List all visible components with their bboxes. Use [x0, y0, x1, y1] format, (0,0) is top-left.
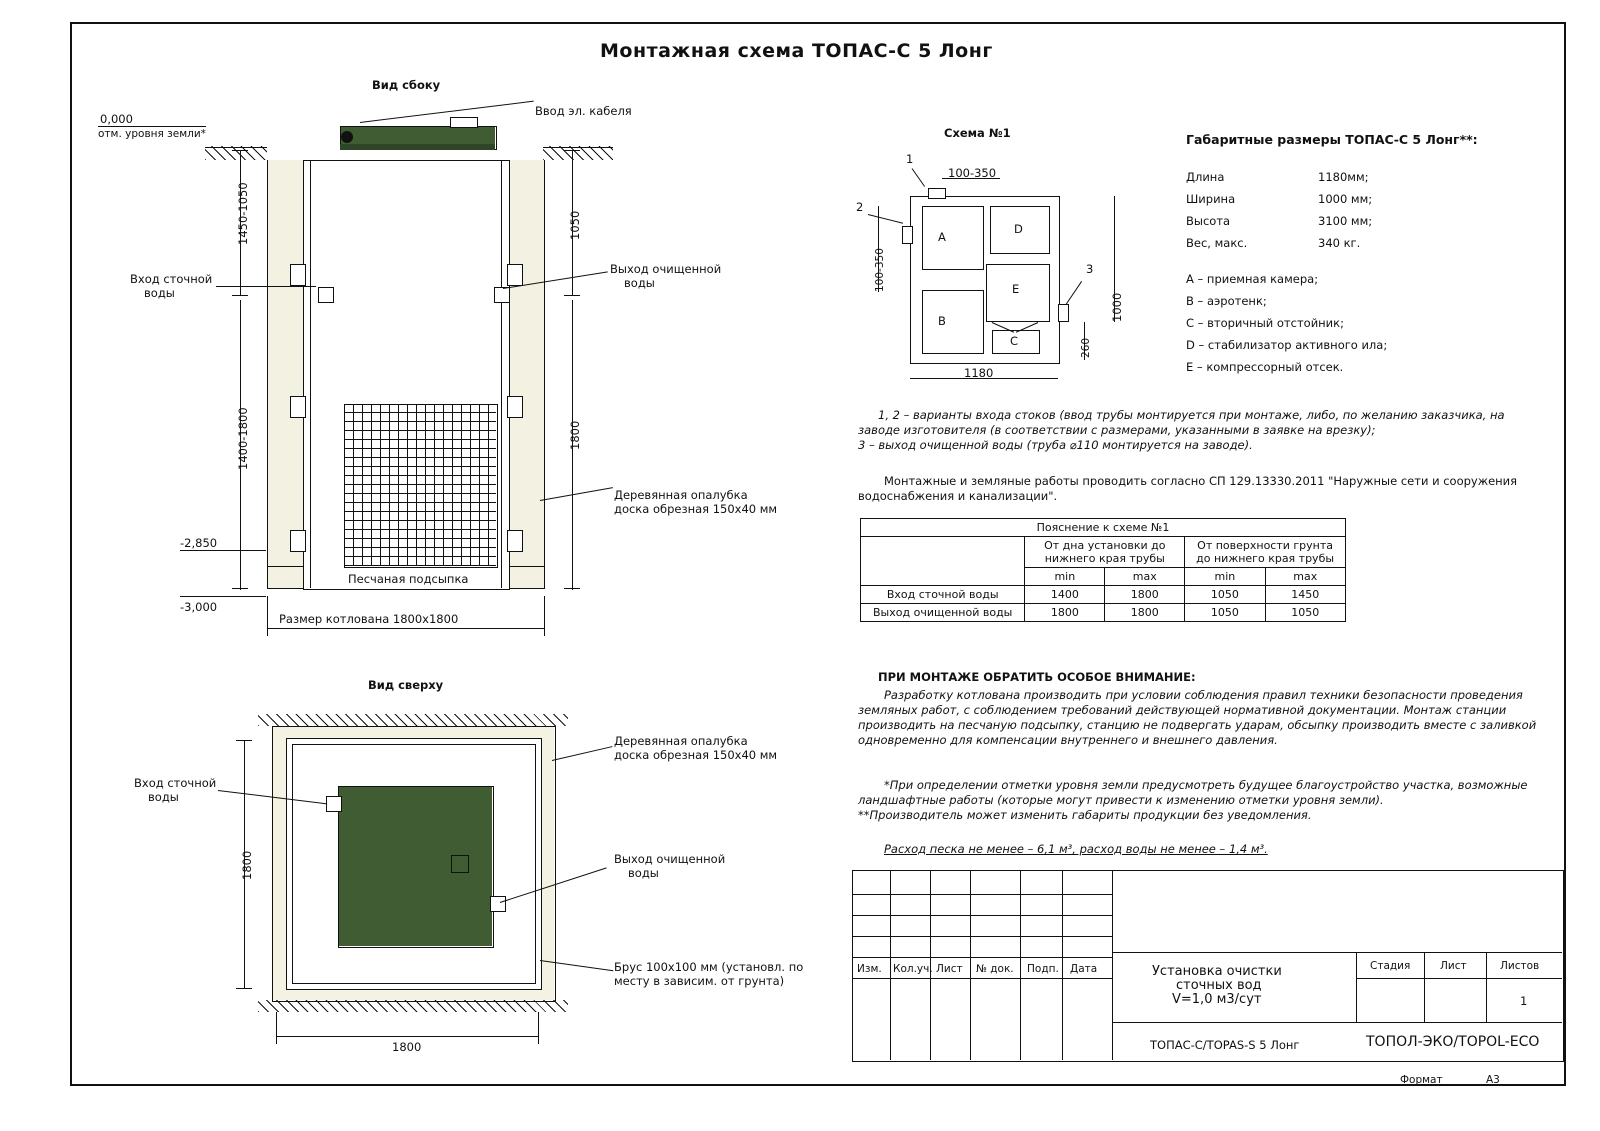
tank-filter-outline: [344, 404, 498, 568]
top-beam-label-2: месту в зависим. от грунта): [614, 974, 785, 988]
table-row-1-label: Выход очищенной воды: [861, 604, 1025, 622]
level-zero-line: [98, 126, 206, 127]
scheme1-cell-a: [922, 206, 984, 270]
pit-soil-left: [267, 160, 303, 580]
table-sub-1: max: [1105, 568, 1185, 586]
dim-row-3-name: Вес, макс.: [1186, 236, 1248, 250]
pit-width-dim-line: [267, 628, 545, 629]
stamp-col-label-1: Кол.уч.: [893, 963, 933, 975]
table-row-0-v3: 1450: [1265, 586, 1345, 604]
top-view-title: Вид сверху: [368, 678, 444, 692]
table-row-1-v0: 1800: [1025, 604, 1105, 622]
top-inlet-label-1: Вход сточной: [134, 776, 217, 790]
scheme1-label-e: E: [1012, 282, 1020, 296]
outlet-label-line1: Выход очищенной: [610, 262, 722, 276]
format-value: A3: [1486, 1074, 1500, 1086]
stamp-rowline-5: [852, 978, 1112, 979]
scheme1-mark-3: 3: [1086, 262, 1094, 276]
table-caption: Пояснение к схеме №1: [861, 519, 1346, 537]
table-group-1-l2: нижнего края трубы: [1044, 552, 1165, 565]
dim-right-tick-3: [564, 588, 580, 589]
top-outlet-stub: [490, 896, 506, 912]
legend-item-e: E – компрессорный отсек.: [1186, 360, 1344, 374]
stamp-col-label-5: Дата: [1070, 963, 1098, 975]
legend-item-b: B – аэротенк;: [1186, 294, 1267, 308]
cable-port: [341, 131, 353, 143]
attention-header: ПРИ МОНТАЖЕ ОБРАТИТЬ ОСОБОЕ ВНИМАНИЕ:: [878, 670, 1196, 684]
dim-row-1-value: 1000 мм;: [1318, 192, 1373, 206]
attention-p2: земляных работ, с соблюдением требований действующей нормативной документации. Монтаж станции: [858, 703, 1507, 717]
top-dim-height: 1800: [240, 850, 254, 880]
top-beam-label-1: Брус 100х100 мм (установл. по: [614, 960, 804, 974]
table-row: [861, 586, 1346, 604]
stamp-rowline-1: [852, 894, 1112, 895]
formwork-label-line1: Деревянная опалубка: [614, 488, 748, 502]
anchor-left-1: [290, 264, 306, 286]
dim-row-3-value: 340 кг.: [1318, 236, 1361, 250]
scheme1-outlet: [1058, 304, 1069, 322]
table-group-1: [1025, 537, 1185, 568]
stamp-main-vline: [1356, 952, 1357, 1022]
table-row-0-v1: 1800: [1105, 586, 1185, 604]
scheme1-mark-2: 2: [856, 200, 864, 214]
pit-size-label: Размер котлована 1800х1800: [279, 612, 459, 626]
lid-hatch-box: [450, 117, 478, 128]
level-3000-line: [180, 596, 266, 597]
top-dim-bottom-line: [276, 1036, 538, 1037]
dim-row-0-value: 1180мм;: [1318, 170, 1369, 184]
table-empty-corner: [861, 537, 1025, 586]
top-inlet-stub: [326, 796, 342, 812]
table-row-0-v0: 1400: [1025, 586, 1105, 604]
tank-inner-left: [310, 160, 311, 588]
stamp-rowline-3: [852, 936, 1112, 937]
dim-right-tick-2: [564, 295, 580, 296]
table-caption-row: [861, 519, 1346, 537]
scheme1-label-d: D: [1014, 222, 1023, 236]
cable-entry-label: Ввод эл. кабеля: [535, 104, 632, 118]
inlet-label-line1: Вход сточной: [130, 272, 213, 286]
table-row-1-v1: 1800: [1105, 604, 1185, 622]
tank-lid-base: [340, 144, 495, 150]
dim-right-tick-1: [564, 150, 580, 151]
attention-p3: производить на песчаную подсыпку, станцию не подвергать ударам, обсыпку производить вместе с заливкой: [858, 718, 1537, 732]
sheets-label: Листов: [1500, 960, 1540, 972]
ground-line-right: [543, 147, 613, 148]
table-sub-2: min: [1185, 568, 1265, 586]
stamp-main-line-2: [1112, 1022, 1562, 1023]
stamp-col-label-4: Подп.: [1027, 963, 1059, 975]
inlet-pipe-stub: [318, 287, 334, 303]
scheme1-mark-1: 1: [906, 152, 914, 166]
table-row-0-label: Вход сточной воды: [861, 586, 1025, 604]
stamp-col-label-3: № док.: [976, 963, 1014, 975]
top-dim-bottom-ext-l: [276, 1012, 277, 1044]
legend-item-a: A – приемная камера;: [1186, 272, 1319, 286]
anchor-left-3: [290, 530, 306, 552]
note-5: водоснабжения и канализации".: [858, 489, 1058, 503]
pit-soil-right: [508, 160, 544, 580]
dim-1450-1050: 1450-1050: [236, 182, 250, 245]
level-zero-note: отм. уровня земли*: [98, 128, 206, 140]
table-sub-0: min: [1025, 568, 1105, 586]
stamp-rowline-4: [852, 957, 1112, 958]
dim-1400-1800: 1400-1800: [236, 407, 250, 470]
attention-p5: *При определении отметки уровня земли предусмотреть будущее благоустройство участка, возможные: [884, 778, 1528, 792]
top-dim-left-tick-2: [236, 988, 252, 989]
attention-p4: одновременно для компенсации внутреннего и внешнего давления.: [858, 733, 1278, 747]
anchor-right-2: [507, 396, 523, 418]
object-line-1: Установка очистки: [1152, 964, 1282, 979]
table-row-1-v2: 1050: [1185, 604, 1265, 622]
dim-1800-depth: 1800: [568, 420, 582, 450]
anchor-left-2: [290, 396, 306, 418]
format-label: Формат: [1400, 1074, 1443, 1086]
stamp-main-line-1: [1112, 952, 1562, 953]
note-1: 1, 2 – варианты входа стоков (ввод трубы монтируется при монтаже, либо, по желанию заказчика, на: [878, 408, 1505, 422]
top-hatch-upper: [258, 714, 568, 726]
table-group-2-l1: От поверхности грунта: [1197, 539, 1334, 552]
scheme1-dim-260: 260: [1080, 337, 1092, 358]
top-lid-hatch: [451, 855, 469, 873]
dim-row-2-name: Высота: [1186, 214, 1231, 228]
stamp-col-5: [1062, 870, 1063, 1060]
note-2: заводе изготовителя (в соответствии с размерами, указанными в заявке на врезку);: [858, 423, 1376, 437]
outlet-label-line2: воды: [624, 276, 655, 290]
table-group-1-l1: От дна установки до: [1044, 539, 1166, 552]
table-group-row: [861, 537, 1346, 568]
dim-row-0-name: Длина: [1186, 170, 1225, 184]
scheme1-cell-b: [922, 290, 984, 354]
scheme1-label-a: A: [938, 230, 946, 244]
attention-p1: Разработку котлована производить при условии соблюдения правил техники безопасности проведения: [884, 688, 1523, 702]
attention-p8: Расход песка не менее – 6,1 м³, расход воды не менее – 1,4 м³.: [884, 842, 1268, 856]
tank-inner-right: [501, 160, 502, 588]
stamp-col-label-0: Изм.: [857, 963, 882, 975]
object-line-2: сточных вод: [1176, 978, 1262, 993]
stamp-col-4: [1020, 870, 1021, 1060]
object-line-3: V=1,0 м3/сут: [1172, 992, 1262, 1007]
stamp-main-line-3: [1356, 978, 1562, 979]
stamp-col-label-2: Лист: [936, 963, 963, 975]
top-tank-lid-outline: [338, 786, 494, 948]
dim-row-2-value: 3100 мм;: [1318, 214, 1373, 228]
scheme1-title: Схема №1: [944, 126, 1011, 140]
sheets-value: 1: [1520, 994, 1528, 1008]
dimensions-header: Габаритные размеры ТОПАС-С 5 Лонг**:: [1186, 132, 1478, 147]
inlet-label-line2: воды: [144, 286, 175, 300]
top-formwork-label-1: Деревянная опалубка: [614, 734, 748, 748]
stamp-divider: [1112, 870, 1113, 1060]
table-group-2: [1185, 537, 1346, 568]
ground-hatch-left: [205, 146, 267, 160]
note-4: Монтажные и земляные работы проводить согласно СП 129.13330.2011 "Наружные сети и сооружения: [884, 474, 1518, 488]
level-3000-label: -3,000: [180, 600, 218, 614]
dim-1050: 1050: [568, 210, 582, 240]
company-label: ТОПОЛ-ЭКО/TOPOL-ECO: [1366, 1034, 1540, 1050]
scheme1-dim-1180: 1180: [964, 366, 994, 380]
explanation-table: [860, 518, 1346, 622]
pit-width-ext-right: [544, 596, 545, 636]
level-zero-label: 0,000: [100, 112, 133, 126]
table-row-0-v2: 1050: [1185, 586, 1265, 604]
side-view-title: Вид сбоку: [372, 78, 441, 92]
top-outlet-label-1: Выход очищенной: [614, 852, 726, 866]
stamp-col-3: [970, 870, 971, 1060]
pit-edge-right: [544, 160, 545, 588]
stamp-col-1: [890, 870, 891, 1060]
inlet-leader: [216, 286, 316, 287]
legend-item-c: C – вторичный отстойник;: [1186, 316, 1344, 330]
stamp-rowline-2: [852, 915, 1112, 916]
pit-width-ext-left: [267, 596, 268, 636]
sheet-label: Лист: [1440, 960, 1467, 972]
table-sub-3: max: [1265, 568, 1345, 586]
sand-label: Песчаная подсыпка: [348, 572, 469, 586]
table-row-1-v3: 1050: [1265, 604, 1345, 622]
table-row: [861, 604, 1346, 622]
pit-edge-left: [267, 160, 268, 588]
table-group-2-l2: до нижнего края трубы: [1196, 552, 1335, 565]
outlet-pipe-stub: [494, 287, 510, 303]
legend-item-d: D – стабилизатор активного ила;: [1186, 338, 1388, 352]
attention-p7: **Производитель может изменить габариты продукции без уведомления.: [858, 808, 1312, 822]
page-title: Монтажная схема ТОПАС-С 5 Лонг: [600, 40, 993, 62]
scheme1-label-b: B: [938, 314, 946, 328]
top-inlet-label-2: воды: [148, 790, 179, 804]
scheme1-dim-1000: 1000: [1110, 292, 1124, 322]
note-3: 3 – выход очищенной воды (труба ⌀110 монтируется на заводе).: [858, 438, 1253, 452]
stage-label: Стадия: [1370, 960, 1411, 972]
scheme1-label-c: C: [1010, 334, 1019, 348]
top-outlet-label-2: воды: [628, 866, 659, 880]
stamp-main-vline-3: [1486, 952, 1487, 1022]
top-dim-bottom-ext-r: [538, 1012, 539, 1044]
top-formwork-label-2: доска обрезная 150х40 мм: [614, 748, 778, 762]
anchor-right-3: [507, 530, 523, 552]
formwork-label-line2: доска обрезная 150х40 мм: [614, 502, 778, 516]
scheme1-dim-100-350-left: 100-350: [874, 248, 886, 292]
ground-hatch-right: [543, 146, 613, 160]
anchor-right-1: [507, 264, 523, 286]
top-dim-left-tick-1: [236, 740, 252, 741]
ground-line-left: [205, 147, 267, 148]
dim-left-tick-2: [232, 295, 248, 296]
dim-left-tick-3: [232, 588, 248, 589]
stamp-main-vline-2: [1424, 952, 1425, 1022]
level-2850-label: -2,850: [180, 536, 218, 550]
scheme1-dim-100-350-top: 100-350: [948, 166, 997, 180]
scheme1-inlet-top: [928, 188, 946, 199]
product-label: ТОПАС-С/TOPAS-S 5 Лонг: [1150, 1038, 1300, 1052]
top-dim-width: 1800: [392, 1040, 422, 1054]
dim-left-tick-1: [232, 150, 248, 151]
attention-p6: ландшафтные работы (которые могут привести к изменению отметки уровня земли).: [858, 793, 1384, 807]
scheme1-inlet-side: [902, 226, 913, 244]
dim-row-1-name: Ширина: [1186, 192, 1236, 206]
level-2850-line: [180, 550, 266, 551]
